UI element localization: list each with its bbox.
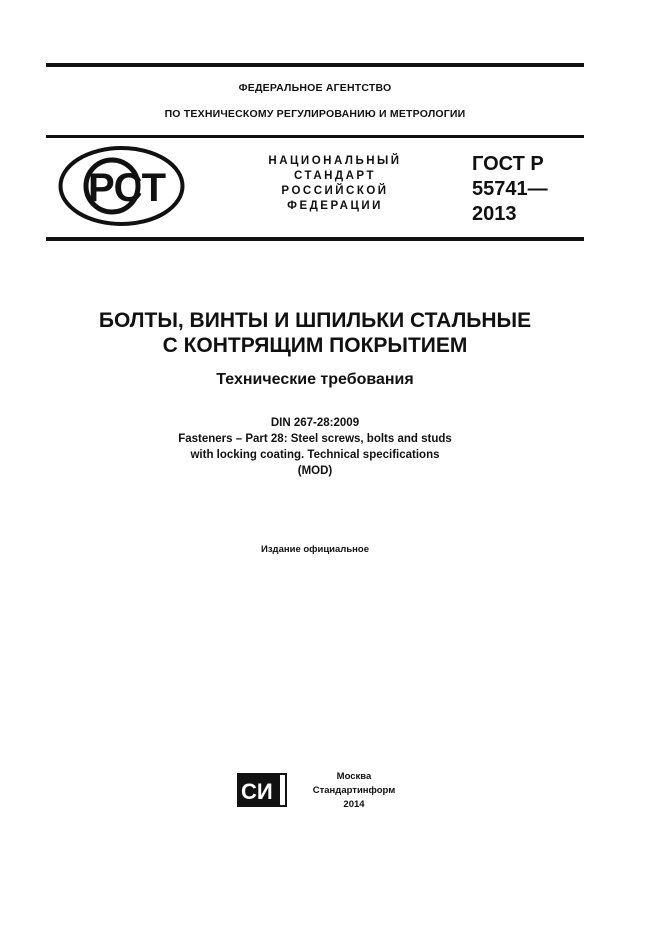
title-line-2: С КОНТРЯЩИМ ПОКРЫТИЕМ xyxy=(162,334,468,357)
gost-number xyxy=(472,152,548,227)
gost-line: ГОСТ Р xyxy=(472,153,544,175)
national-line: ФЕДЕРАЦИИ xyxy=(287,200,383,212)
rst-logo-icon xyxy=(58,145,185,227)
standard-block-rule xyxy=(46,237,584,241)
agency-line-2: ПО ТЕХНИЧЕСКОМУ РЕГУЛИРОВАНИЮ И МЕТРОЛОГИИ xyxy=(164,108,466,120)
header-divider xyxy=(46,135,584,138)
standartinform-logo-icon xyxy=(236,772,288,808)
reference-line: (MOD) xyxy=(297,465,333,477)
reference-standard xyxy=(46,415,584,479)
national-line: СТАНДАРТ xyxy=(294,170,376,182)
agency-line-1: ФЕДЕРАЛЬНОЕ АГЕНТСТВО xyxy=(238,82,392,94)
title-line-1: БОЛТЫ, ВИНТЫ И ШПИЛЬКИ СТАЛЬНЫЕ xyxy=(98,309,532,332)
subtitle: Технические требования xyxy=(216,371,414,388)
edition-label: Издание официальное xyxy=(261,544,369,555)
publisher-line: 2014 xyxy=(343,799,365,810)
reference-line: DIN 267-28:2009 xyxy=(270,417,360,429)
national-line: РОССИЙСКОЙ xyxy=(281,185,389,197)
reference-line: with locking coating. Technical specifications xyxy=(190,449,440,461)
national-standard-label xyxy=(250,154,420,214)
national-line: НАЦИОНАЛЬНЫЙ xyxy=(268,155,402,167)
rst-logo-text: РСТ xyxy=(88,166,167,210)
gost-line: 2013 xyxy=(472,203,517,225)
publisher-info xyxy=(304,770,404,812)
gost-line: 55741— xyxy=(472,178,548,200)
publisher-line: Стандартинформ xyxy=(312,785,396,796)
reference-line: Fasteners – Part 28: Steel screws, bolts and studs xyxy=(178,433,452,445)
publisher-line: Москва xyxy=(336,771,372,782)
top-rule xyxy=(46,63,584,67)
standartinform-logo-text: СИ xyxy=(241,779,273,804)
